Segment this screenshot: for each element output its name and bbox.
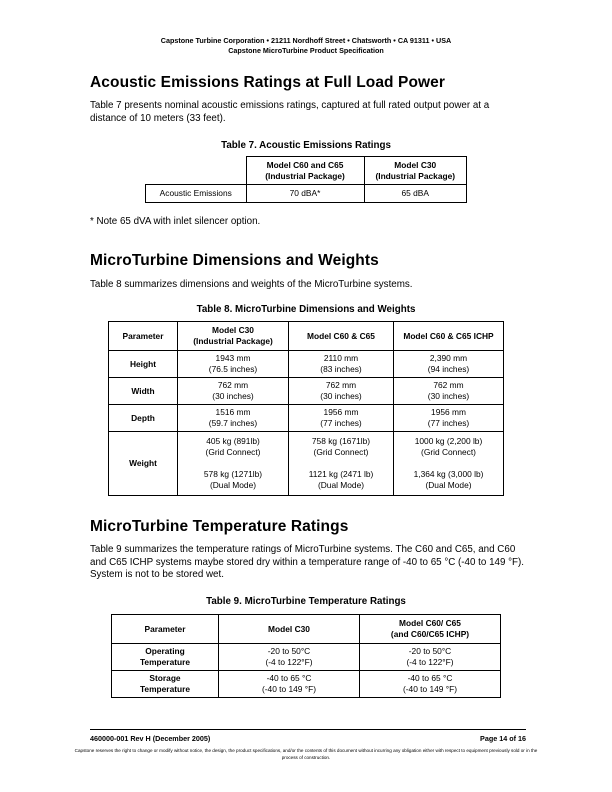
table8-row-label: Width [109, 378, 178, 405]
table8-row-label: Height [109, 351, 178, 378]
table7-col-c60: Model C60 and C65 (Industrial Package) [246, 157, 364, 185]
table8-col-parameter: Parameter [109, 322, 178, 351]
paragraph-acoustic: Table 7 presents nominal acoustic emissions ratings, captured at full rated output power at a distance of 10 meters (33 feet). [90, 100, 490, 124]
table8-cell: 2110 mm (83 inches) [289, 351, 394, 378]
table8-cell: 1000 kg (2,200 lb) (Grid Connect) 1,364 kg (3,000 lb) (Dual Mode) [394, 432, 504, 496]
note-inlet-silencer: * Note 65 dVA with inlet silencer option. [90, 216, 261, 227]
table-row [112, 644, 501, 671]
table-row [112, 671, 501, 698]
table8-cell: 1956 mm (77 inches) [289, 405, 394, 432]
table-row [109, 378, 504, 405]
table8-cell: 1943 mm (76.5 inches) [178, 351, 289, 378]
header-address: Capstone Turbine Corporation • 21211 Nordhoff Street • Chatsworth • CA 91311 • USA [160, 36, 452, 45]
paragraph-dimensions: Table 8 summarizes dimensions and weights of the MicroTurbine systems. [90, 279, 413, 290]
table8-dimensions [108, 321, 504, 496]
table8-caption: Table 8. MicroTurbine Dimensions and Weights [196, 304, 416, 315]
table9-temperature [111, 614, 501, 698]
footer-divider [90, 729, 526, 730]
table8-cell: 762 mm (30 inches) [394, 378, 504, 405]
table8-cell: 1956 mm (77 inches) [394, 405, 504, 432]
table8-row-label: Weight [109, 432, 178, 496]
table7-col-c30: Model C30 (Industrial Package) [364, 157, 467, 185]
paragraph-temperature: Table 9 summarizes the temperature ratings of MicroTurbine systems. The C60 and C65, and C60 and C65 ICHP systems maybe stored dry within a temperature range of -40 to 65 °C (-40 to 149 °F). System is not to be stored wet. [90, 544, 525, 581]
table8-col-ichp: Model C60 & C65 ICHP [394, 322, 504, 351]
table8-cell: 762 mm (30 inches) [178, 378, 289, 405]
section-title-temperature: MicroTurbine Temperature Ratings [90, 518, 349, 535]
table8-cell: 762 mm (30 inches) [289, 378, 394, 405]
footer-page-number: Page 14 of 16 [480, 734, 526, 743]
section-title-acoustic: Acoustic Emissions Ratings at Full Load Power [90, 74, 446, 91]
table9-row-label: Storage Temperature [112, 671, 219, 698]
table9-col-parameter: Parameter [112, 615, 219, 644]
table8-cell: 758 kg (1671lb) (Grid Connect) 1121 kg (2471 lb) (Dual Mode) [289, 432, 394, 496]
table7-cell: 65 dBA [364, 185, 467, 203]
table7-acoustic [145, 156, 467, 203]
table9-col-c30: Model C30 [219, 615, 360, 644]
table9-row-label: Operating Temperature [112, 644, 219, 671]
table-row [109, 432, 504, 496]
footer-doc-id: 460000-001 Rev H (December 2005) [90, 734, 211, 743]
table8-cell: 1516 mm (59.7 inches) [178, 405, 289, 432]
table9-col-c60: Model C60/ C65 (and C60/C65 ICHP) [360, 615, 501, 644]
header-subtitle: Capstone MicroTurbine Product Specification [228, 46, 384, 55]
table7-cell: 70 dBA* [246, 185, 364, 203]
table8-cell: 2,390 mm (94 inches) [394, 351, 504, 378]
table8-col-c30: Model C30 (Industrial Package) [178, 322, 289, 351]
table-row [109, 351, 504, 378]
table9-cell: -20 to 50°C (-4 to 122°F) [219, 644, 360, 671]
table-row [109, 405, 504, 432]
table9-cell: -20 to 50°C (-4 to 122°F) [360, 644, 501, 671]
table7-caption: Table 7. Acoustic Emissions Ratings [221, 140, 391, 151]
footer-disclaimer: Capstone reserves the right to change or modify without notice, the design, the product specifications, and/or the contents of this document without incurring any obligation either with respect to equipment previously sold or in the process of construction. [74, 748, 538, 760]
section-title-dimensions: MicroTurbine Dimensions and Weights [90, 252, 379, 269]
table9-caption: Table 9. MicroTurbine Temperature Ratings [206, 596, 406, 607]
table8-cell: 405 kg (891lb) (Grid Connect) 578 kg (1271lb) (Dual Mode) [178, 432, 289, 496]
page-header [0, 36, 612, 56]
table8-row-label: Depth [109, 405, 178, 432]
table9-cell: -40 to 65 °C (-40 to 149 °F) [360, 671, 501, 698]
table7-row-label: Acoustic Emissions [146, 185, 247, 203]
table9-cell: -40 to 65 °C (-40 to 149 °F) [219, 671, 360, 698]
table8-col-c60: Model C60 & C65 [289, 322, 394, 351]
